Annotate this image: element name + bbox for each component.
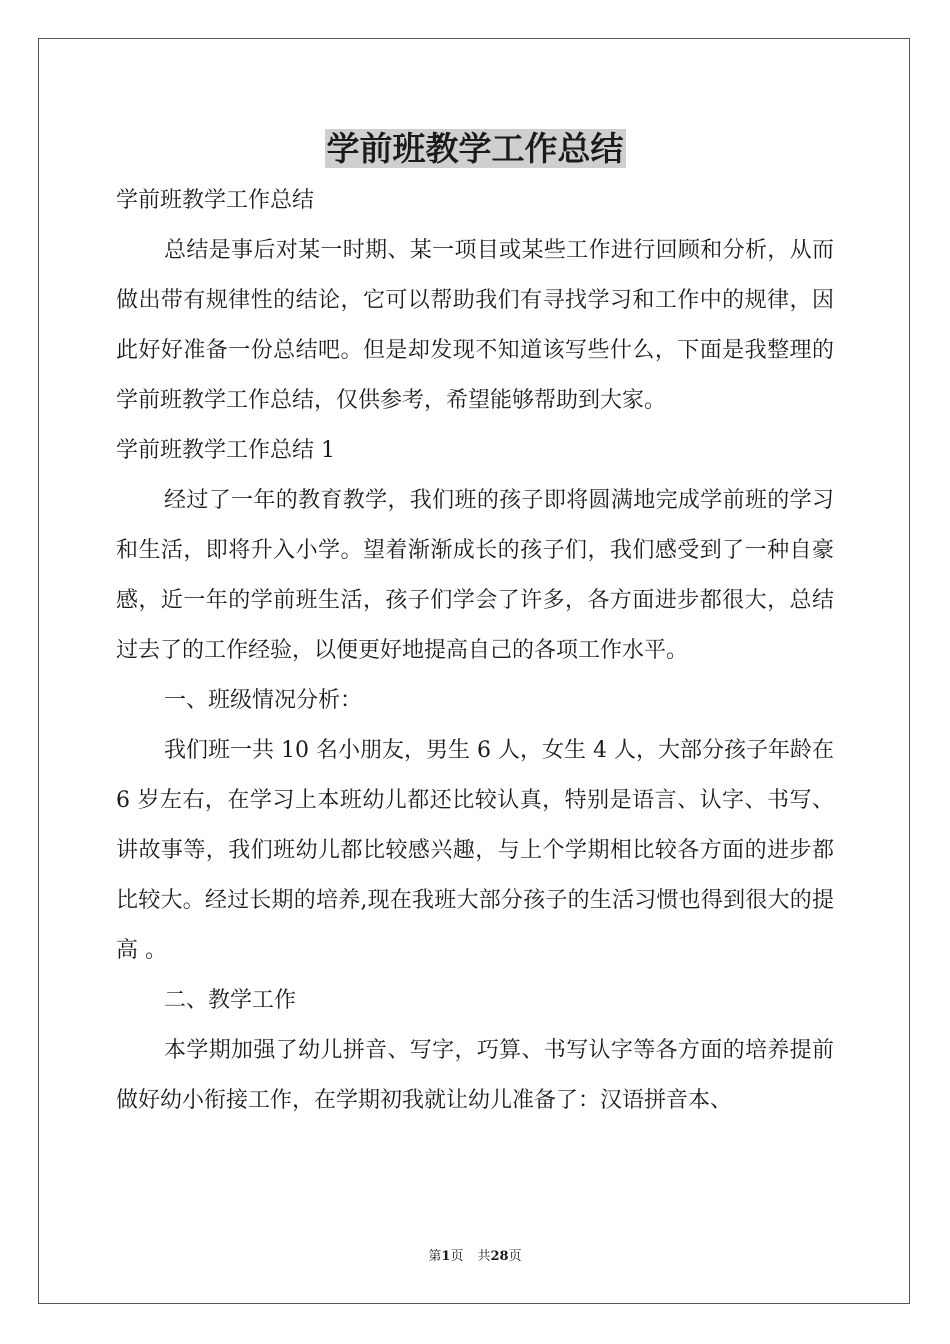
body-paragraph-2: 我们班一共 10 名小朋友，男生 6 人，女生 4 人，大部分孩子年龄在 6 岁左右，在学习上本班幼儿都还比较认真，特别是语言、认字、书写、讲故事等，我们班幼儿都比较感兴趣，与上个学期相比较各方面的进步都比较大。经过长期的培养,现在我班大部分孩子的生活习惯也得到很大的提高 。 xyxy=(116,738,834,963)
body-paragraph-3: 本学期加强了幼儿拼音、写字，巧算、书写认字等各方面的培养提前做好幼小衔接工作，在学期初我就让幼儿准备了：汉语拼音本、 xyxy=(116,1038,834,1113)
page-number-suffix: 页 xyxy=(450,1249,464,1264)
subsection-heading-teaching: 二、教学工作 xyxy=(164,988,297,1013)
document-title-text: 学前班教学工作总结 xyxy=(326,129,624,168)
document-body xyxy=(116,176,834,1126)
page-total-suffix: 页 xyxy=(508,1249,522,1264)
page-number-current: 1 xyxy=(441,1249,451,1264)
intro-paragraph: 总结是事后对某一时期、某一项目或某些工作进行回顾和分析，从而做出带有规律性的结论，它可以帮助我们有寻找学习和工作中的规律，因此好好准备一份总结吧。但是却发现不知道该写些什么，下面是我整理的学前班教学工作总结，仅供参考，希望能够帮助到大家。 xyxy=(116,238,834,413)
body-paragraph-1: 经过了一年的教育教学，我们班的孩子即将圆满地完成学前班的学习和生活，即将升入小学。望着渐渐成长的孩子们，我们感受到了一种自豪感，近一年的学前班生活，孩子们学会了许多，各方面进步都很大，总结过去了的工作经验，以便更好地提高自己的各项工作水平。 xyxy=(116,488,834,663)
page-total-prefix: 共 xyxy=(477,1249,491,1264)
page-total-count: 28 xyxy=(490,1249,509,1264)
section-heading-1: 学前班教学工作总结 1 xyxy=(116,438,335,463)
document-title xyxy=(0,126,950,172)
subsection-heading-class-analysis: 一、班级情况分析： xyxy=(164,688,363,713)
subtitle-line: 学前班教学工作总结 xyxy=(116,188,315,213)
page-footer xyxy=(0,1247,950,1267)
page-number-prefix: 第 xyxy=(428,1249,442,1264)
